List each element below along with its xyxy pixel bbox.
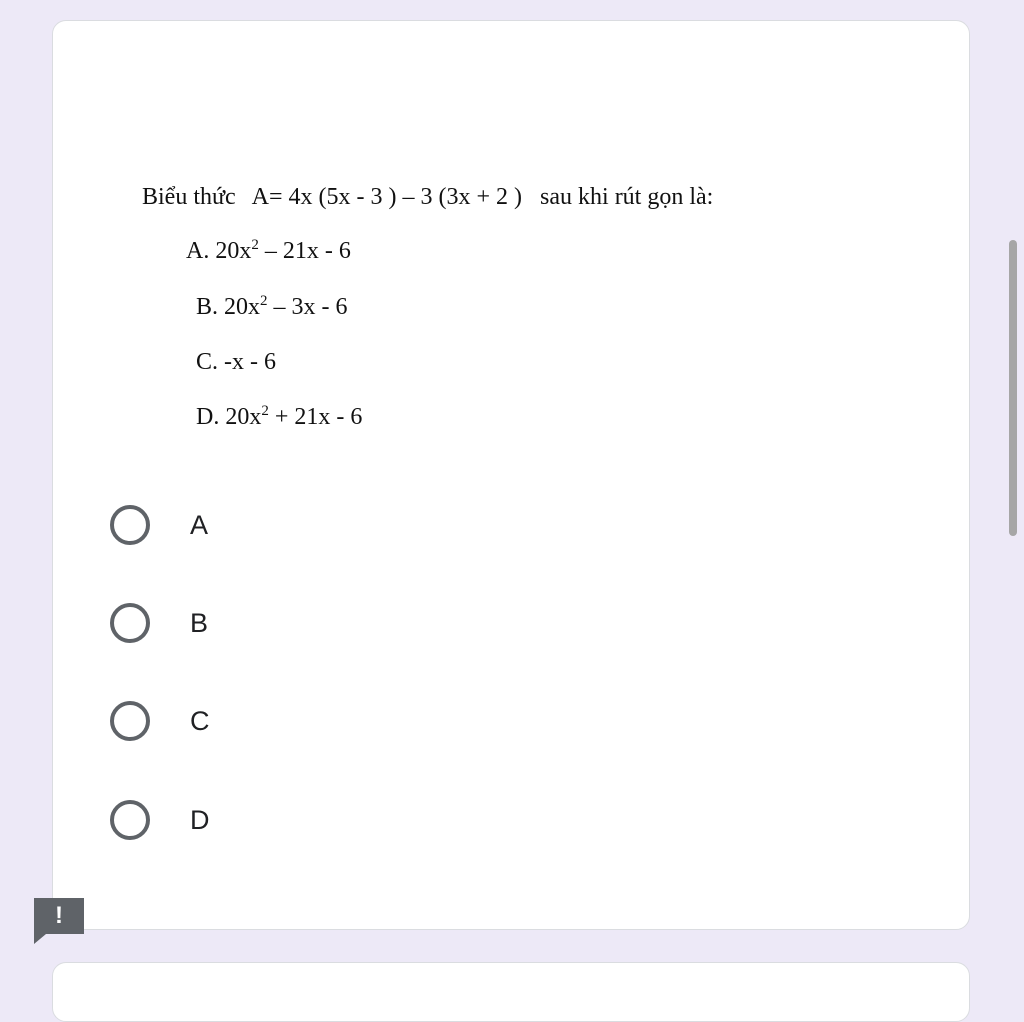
- vertical-scrollbar[interactable]: [1009, 240, 1017, 536]
- next-question-card: [52, 962, 970, 1022]
- alert-badge[interactable]: [34, 898, 84, 944]
- question-text: Biểu thức A= 4x (5x - 3 ) – 3 (3x + 2 ) sau khi rút gọn là:: [142, 184, 714, 210]
- radio-label: C: [190, 705, 210, 736]
- radio-option-a[interactable]: [110, 500, 208, 550]
- radio-option-d[interactable]: [110, 795, 210, 845]
- radio-button[interactable]: [110, 701, 150, 741]
- radio-button[interactable]: [110, 800, 150, 840]
- radio-option-b[interactable]: [110, 598, 208, 648]
- radio-label: A: [190, 509, 209, 540]
- radio-label: D: [190, 804, 210, 835]
- option-c-text: C. -x - 6: [196, 349, 276, 375]
- radio-label: B: [190, 607, 209, 638]
- option-a-text: A. $20x^2 - 21x - 6$: [186, 237, 351, 264]
- exclamation-icon: !: [55, 902, 63, 929]
- question-card: [52, 20, 970, 930]
- radio-button[interactable]: [110, 603, 150, 643]
- option-b-text: B. $20x^2 - 3x - 6$: [196, 293, 348, 320]
- radio-option-c[interactable]: [110, 696, 210, 746]
- option-d-text: D. $20x^2 + 21x - 6$: [196, 403, 363, 430]
- radio-button[interactable]: [110, 505, 150, 545]
